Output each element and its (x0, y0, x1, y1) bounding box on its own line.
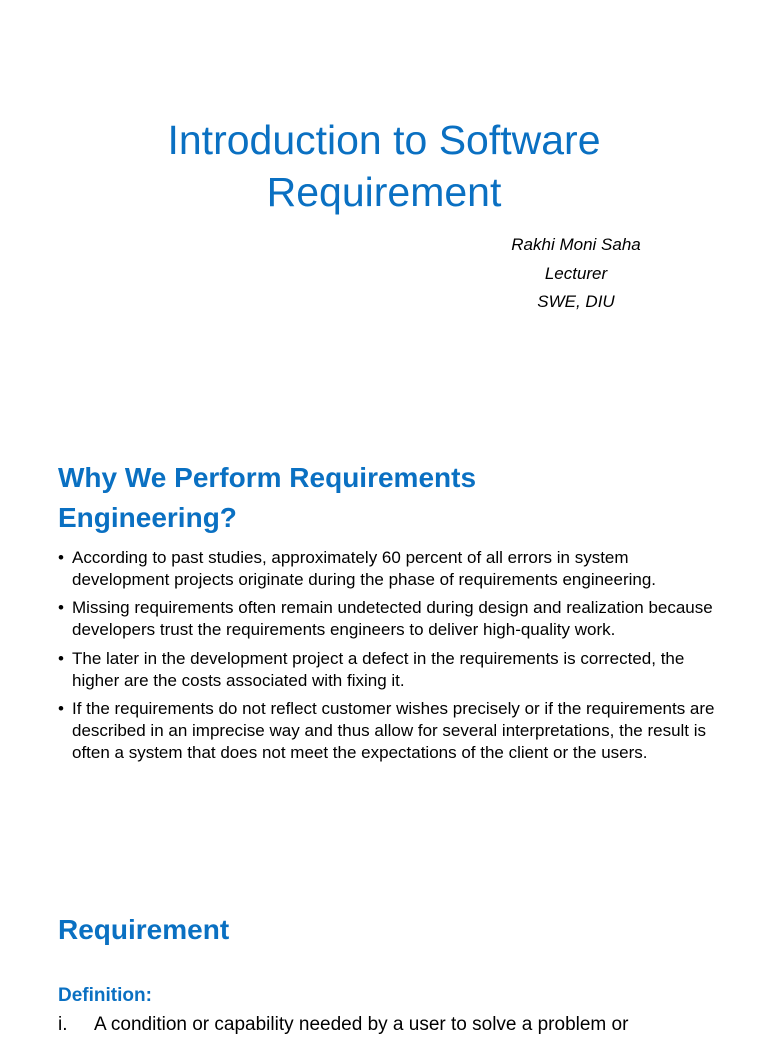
title-line-2: Requirement (266, 169, 502, 215)
definition-item-marker: i. (58, 1014, 68, 1035)
slide-heading: Requirement (58, 914, 230, 945)
author-block (470, 231, 682, 317)
definition-item-text: A condition or capability needed by a user to solve a problem or (94, 1014, 629, 1035)
bullet-text: If the requirements do not reflect customer wishes precisely or if the requirements are described in an imprecise way and thus allow for several interpretations, the result is often a system that does not meet the expectations of the client or the users. (72, 699, 715, 762)
author-department: SWE, DIU (537, 292, 615, 311)
bullet-text: The later in the development project a defect in the requirements is corrected, the higher are the costs associated with fixing it. (72, 648, 685, 690)
bullet-item (58, 547, 718, 590)
bullet-text: According to past studies, approximately 60 percent of all errors in system development projects originate during the phase of requirements engineering. (72, 548, 657, 589)
bullet-list (58, 547, 718, 770)
heading-line-2: Engineering? (58, 502, 237, 533)
definition-item (58, 1012, 628, 1038)
author-name: Rakhi Moni Saha (511, 235, 641, 254)
bullet-icon: • (58, 548, 64, 567)
bullet-text: Missing requirements often remain undetected during design and realization because developers trust the requirements engineers to deliver high-quality work. (72, 598, 713, 640)
presentation-title (0, 114, 768, 218)
slide-why-requirements (0, 430, 768, 860)
slide-title (0, 0, 768, 430)
title-line-1: Introduction to Software (167, 117, 601, 163)
heading-line-1: Why We Perform Requirements (58, 462, 477, 493)
definition-label: Definition: (58, 985, 152, 1006)
bullet-item (58, 698, 718, 763)
bullet-icon: • (58, 648, 64, 668)
slide-heading (58, 458, 678, 538)
bullet-item (58, 597, 718, 640)
author-role: Lecturer (544, 263, 608, 283)
slide-requirement (0, 860, 768, 1035)
bullet-icon: • (58, 699, 64, 719)
bullet-icon: • (58, 598, 64, 618)
bullet-item (58, 648, 718, 691)
